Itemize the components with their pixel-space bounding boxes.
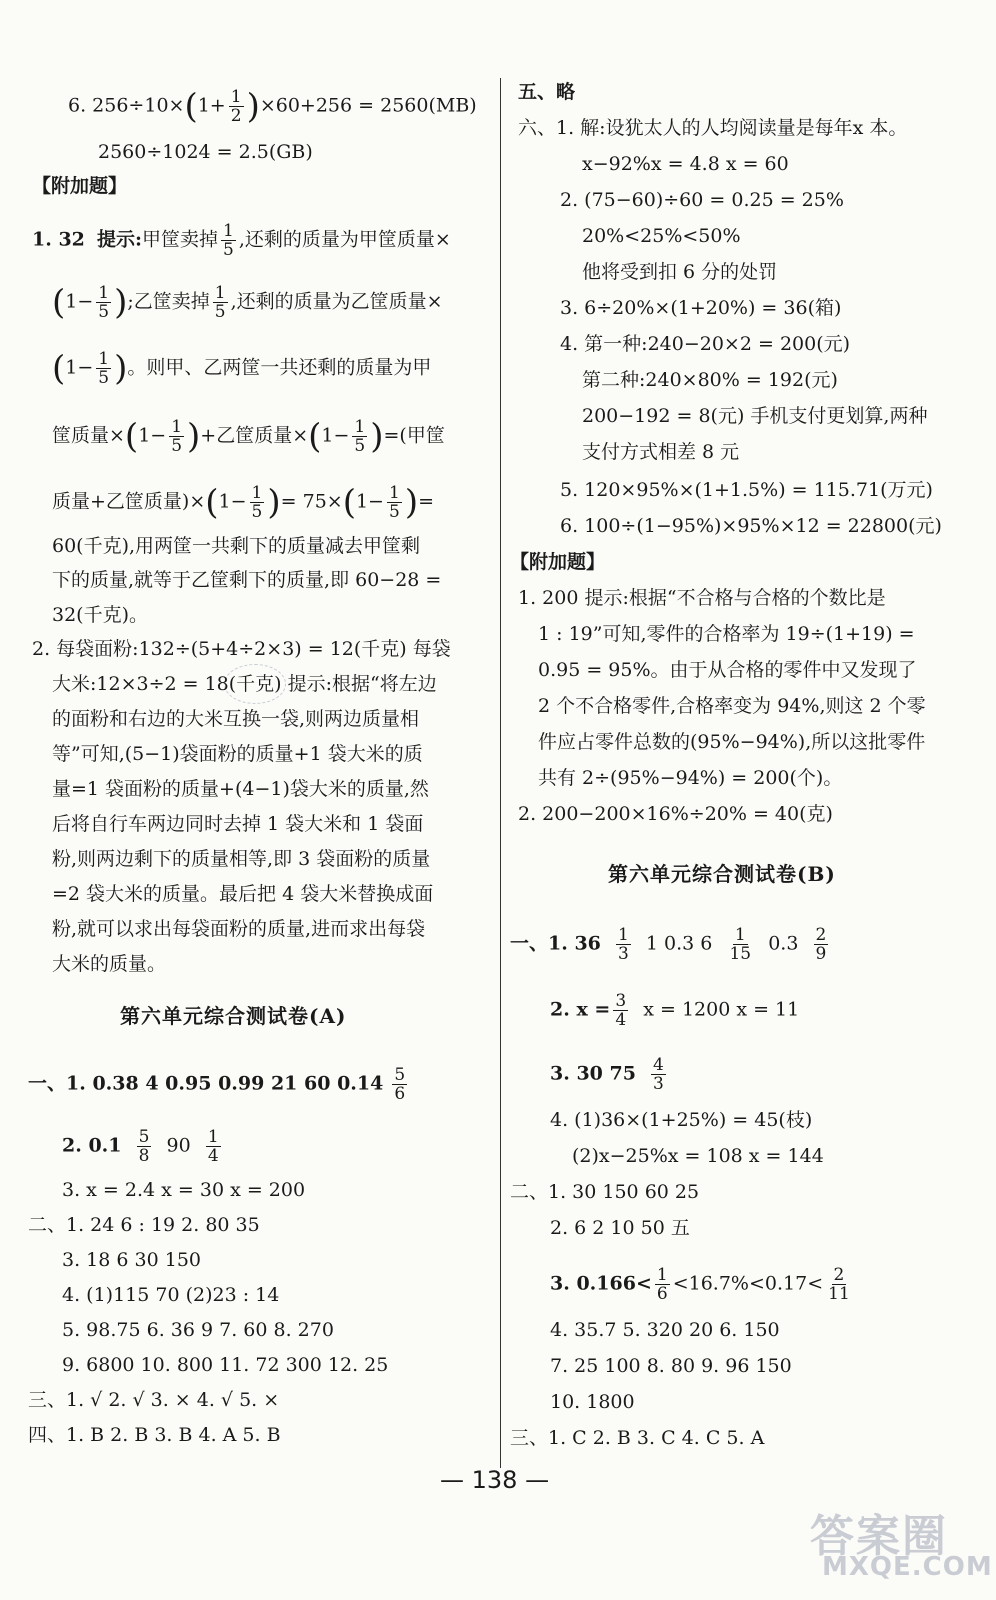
answer-6-line1: 6. 256÷10×(1+ $\frac{1}{2}$ )×60+256 = 2560(MB) bbox=[68, 86, 477, 127]
bonus-2-line2: 大米:12×3÷2 = 18(千克) 提示:根据“将左边 bbox=[52, 673, 437, 695]
bonus-2-line9: 粉,就可以求出每袋面粉的质量,进而求出每袋 bbox=[52, 918, 426, 940]
a-er-4: 4. (1)115 70 (2)23 : 14 bbox=[62, 1284, 280, 1306]
a-er-5: 5. 98.75 6. 36 9 7. 60 8. 270 bbox=[62, 1319, 334, 1341]
b-er-7: 7. 25 100 8. 80 9. 96 150 bbox=[550, 1355, 792, 1377]
r-bonus-2: 2. 200−200×16%÷20% = 40(克) bbox=[518, 803, 833, 825]
b-san: 三、1. C 2. B 3. C 4. C 5. A bbox=[510, 1427, 765, 1449]
b-yi-4b: (2)x−25%x = 108 x = 144 bbox=[572, 1145, 824, 1167]
bonus-1-line3: (1− $\frac{1}{5}$ )。则甲、乙两筐一共还剩的质量为甲 bbox=[52, 348, 432, 389]
column-divider bbox=[500, 78, 501, 1468]
b-yi-4: 4. (1)36×(1+25%) = 45(枝) bbox=[550, 1109, 813, 1131]
bonus-2-line10: 大米的质量。 bbox=[52, 953, 167, 975]
a-yi-2: 2. 0.1 $\frac{5}{8}$ 90 $\frac{1}{4}$ bbox=[62, 1127, 219, 1166]
b-er-3: 3. 0.166< $\frac{1}{6}$ <16.7%<0.17< $\frac{2}{11}$ bbox=[550, 1265, 850, 1304]
bonus-1-line5: 质量+乙筐质量)×(1− $\frac{1}{5}$ )= 75×(1− $\frac{1}{5}$ )= bbox=[52, 482, 434, 523]
r-bonus-1-line5: 件应占零件总数的(95%−94%),所以这批零件 bbox=[538, 731, 926, 753]
liu-4b: 第二种:240×80% = 192(元) bbox=[582, 369, 838, 391]
wu-line: 五、略 bbox=[518, 81, 576, 103]
watermark-logo: 答案圈 MXQE.COM bbox=[810, 1511, 993, 1582]
bonus-2-line8: =2 袋大米的质量。最后把 4 袋大米替换成面 bbox=[52, 883, 434, 905]
b-er-4: 4. 35.7 5. 320 20 6. 150 bbox=[550, 1319, 780, 1341]
bonus-2-line4: 等”可知,(5−1)袋面粉的质量+1 袋大米的质 bbox=[52, 743, 423, 765]
liu-4d: 支付方式相差 8 元 bbox=[582, 441, 740, 463]
b-er-1: 二、1. 30 150 60 25 bbox=[510, 1181, 700, 1203]
bonus-1-line8: 32(千克)。 bbox=[52, 604, 149, 626]
a-er-3: 3. 18 6 30 150 bbox=[62, 1249, 201, 1271]
bonus-heading: 【附加题】 bbox=[32, 175, 128, 197]
bonus-1-line2: (1− $\frac{1}{5}$ );乙筐卖掉 $\frac{1}{5}$ ,还剩的质量为乙筐质量× bbox=[52, 282, 443, 323]
r-bonus-1-line6: 共有 2÷(95%−94%) = 200(个)。 bbox=[538, 767, 843, 789]
r-bonus-1-line4: 2 个不合格零件,合格率变为 94%,则这 2 个零 bbox=[538, 695, 926, 717]
a-er-9: 9. 6800 10. 800 11. 72 300 12. 25 bbox=[62, 1354, 389, 1376]
b-er-2: 2. 6 2 10 50 五 bbox=[550, 1217, 690, 1239]
liu-2: 2. (75−60)÷60 = 0.25 = 25% bbox=[560, 189, 844, 211]
a-si: 四、1. B 2. B 3. B 4. A 5. B bbox=[28, 1424, 281, 1446]
liu-2b: 20%<25%<50% bbox=[582, 225, 741, 247]
r-bonus-1-line2: 1 : 19”可知,零件的合格率为 19÷(1+19) = bbox=[538, 623, 915, 645]
bonus-1-line6: 60(千克),用两筐一共剩下的质量减去甲筐剩 bbox=[52, 535, 421, 557]
liu-6: 6. 100÷(1−95%)×95%×12 = 22800(元) bbox=[560, 515, 942, 537]
liu-3: 3. 6÷20%×(1+20%) = 36(箱) bbox=[560, 297, 842, 319]
r-bonus-1-line3: 0.95 = 95%。由于从合格的零件中又发现了 bbox=[538, 659, 917, 681]
bonus-heading-right: 【附加题】 bbox=[510, 551, 606, 573]
section-title-b: 第六单元综合测试卷(B) bbox=[608, 862, 836, 886]
b-yi-2: 2. x = $\frac{3}{4}$ x = 1200 x = 11 bbox=[550, 991, 800, 1030]
bonus-2-line7: 粉,则两边剩下的质量相等,即 3 袋面粉的质量 bbox=[52, 848, 431, 870]
liu-4c: 200−192 = 8(元) 手机支付更划算,两种 bbox=[582, 405, 928, 427]
a-yi-3: 3. x = 2.4 x = 30 x = 200 bbox=[62, 1179, 306, 1201]
bonus-1-line4: 筐质量×(1− $\frac{1}{5}$ )+乙筐质量×(1− $\frac{1}{5}$ )=(甲筐 bbox=[52, 416, 445, 457]
bonus-2-line1: 2. 每袋面粉:132÷(5+4÷2×3) = 12(千克) 每袋 bbox=[32, 638, 451, 660]
bonus-1-line7: 下的质量,就等于乙筐剩下的质量,即 60−28 = bbox=[52, 569, 442, 591]
b-er-10: 10. 1800 bbox=[550, 1391, 635, 1413]
a-san: 三、1. √ 2. √ 3. × 4. √ 5. × bbox=[28, 1389, 280, 1411]
liu-2c: 他将受到扣 6 分的处罚 bbox=[582, 261, 778, 283]
r-bonus-1-line1: 1. 200 提示:根据“不合格与合格的个数比是 bbox=[518, 587, 886, 609]
bonus-2-line6: 后将自行车两边同时去掉 1 袋大米和 1 袋面 bbox=[52, 813, 424, 835]
page-number: — 138 — bbox=[440, 1466, 550, 1494]
a-yi-1: 一、1. 0.38 4 0.95 0.99 21 60 0.14 $\frac{5}{6}$ bbox=[28, 1065, 406, 1104]
fraction: $\frac{1}{2}$ bbox=[230, 87, 242, 126]
b-yi-1: 一、1. 36 $\frac{1}{3}$ 1 0.3 6 $\frac{1}{15}$ 0.3 $\frac{2}{9}$ bbox=[510, 925, 827, 964]
liu-1b: x−92%x = 4.8 x = 60 bbox=[582, 153, 789, 175]
answer-6-line2: 2560÷1024 = 2.5(GB) bbox=[98, 141, 313, 163]
bonus-2-line3: 的面粉和右边的大米互换一袋,则两边质量相 bbox=[52, 708, 420, 730]
a-er-1: 二、1. 24 6 : 19 2. 80 35 bbox=[28, 1214, 260, 1236]
bonus-2-line5: 量=1 袋面粉的质量+(4−1)袋大米的质量,然 bbox=[52, 778, 429, 800]
liu-4: 4. 第一种:240−20×2 = 200(元) bbox=[560, 333, 851, 355]
bonus-1-line1: 1. 32 提示:甲筐卖掉 $\frac{1}{5}$ ,还剩的质量为甲筐质量× bbox=[32, 221, 451, 260]
liu-1: 六、1. 解:设犹太人的人均阅读量是每年x 本。 bbox=[518, 117, 908, 139]
b-yi-3: 3. 30 75 $\frac{4}{3}$ bbox=[550, 1055, 664, 1094]
liu-5: 5. 120×95%×(1+1.5%) = 115.71(万元) bbox=[560, 479, 933, 501]
section-title-a: 第六单元综合测试卷(A) bbox=[120, 1004, 347, 1028]
